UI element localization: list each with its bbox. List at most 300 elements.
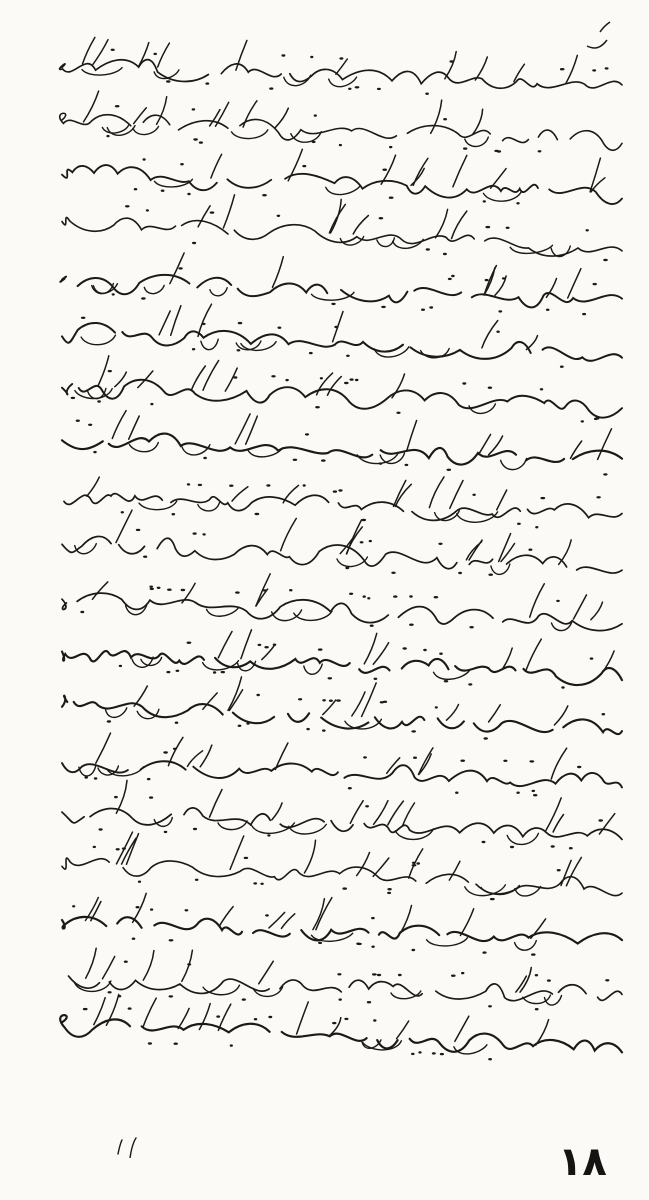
nuqta-dot [169, 995, 174, 997]
nuqta-dot [192, 242, 196, 244]
nuqta-dot [605, 979, 609, 981]
nuqta-dot [383, 701, 387, 703]
nuqta-dot [178, 267, 182, 269]
nuqta-dot [483, 200, 486, 202]
ascender-stroke [357, 853, 370, 876]
ascender-stroke [409, 849, 423, 878]
nuqta-dot [586, 229, 589, 231]
nuqta-dot [391, 572, 395, 574]
nuqta-dot [198, 484, 202, 486]
ascender-stroke [526, 336, 537, 350]
nuqta-dot [529, 760, 534, 762]
descender-swash [515, 941, 537, 951]
ascender-stroke [115, 372, 127, 387]
nuqta-dot [379, 462, 382, 464]
nuqta-dot [387, 892, 391, 894]
nuqta-dot [331, 303, 335, 305]
ascender-stroke [134, 686, 147, 706]
ascender-stroke [450, 481, 463, 509]
nuqta-dot [432, 1052, 436, 1054]
ascender-stroke [188, 751, 203, 767]
nuqta-dot [488, 1058, 492, 1060]
handwritten-line [62, 510, 622, 576]
nuqta-dot [329, 700, 333, 702]
ascender-stroke [168, 737, 183, 765]
ascender-stroke [317, 373, 333, 395]
nuqta-dot [370, 625, 374, 627]
nuqta-dot [396, 412, 400, 414]
nuqta-dot [560, 366, 564, 368]
ink-stroke [62, 380, 622, 418]
descender-swash [81, 335, 115, 345]
handwritten-line [62, 411, 622, 476]
ink-stroke [62, 217, 622, 256]
nuqta-dot [203, 457, 207, 459]
handwritten-line [62, 893, 622, 955]
nuqta-dot [389, 146, 392, 148]
nuqta-dot [192, 108, 196, 110]
nuqta-dot [535, 526, 538, 528]
ascender-stroke [103, 956, 115, 978]
ascender-stroke [455, 1016, 469, 1041]
nuqta-dot [350, 378, 354, 380]
nuqta-dot [339, 998, 342, 1000]
nuqta-dot [267, 834, 270, 836]
ascender-stroke [288, 149, 302, 181]
ink-stroke [62, 536, 622, 573]
nuqta-dot [256, 694, 260, 696]
nuqta-dot [429, 306, 433, 308]
nuqta-dot [403, 647, 407, 649]
ascender-stroke [419, 748, 433, 775]
nuqta-dot [411, 1053, 415, 1055]
ascender-stroke [211, 154, 222, 178]
ascender-stroke [225, 368, 237, 391]
ascender-stroke [241, 630, 252, 659]
ascender-stroke [273, 257, 284, 288]
nuqta-dot [318, 942, 322, 944]
descender-swash [340, 237, 363, 246]
nuqta-dot [581, 420, 584, 422]
nuqta-dot [488, 1005, 492, 1007]
nuqta-dot [373, 1019, 376, 1021]
nuqta-dot [510, 846, 514, 848]
nuqta-dot [413, 757, 417, 759]
nuqta-dot [306, 728, 309, 730]
ascender-stroke [469, 540, 482, 560]
nuqta-dot [405, 464, 409, 466]
nuqta-dot [556, 600, 560, 602]
descender-swash [218, 821, 247, 830]
nuqta-dot [310, 56, 313, 58]
nuqta-dot [462, 382, 466, 384]
ink-stroke [62, 696, 622, 735]
nuqta-dot [148, 1042, 152, 1044]
ink-stroke [62, 761, 622, 787]
nuqta-dot [254, 1018, 258, 1020]
nuqta-dot [546, 309, 550, 311]
nuqta-dot [339, 144, 342, 146]
nuqta-dot [195, 879, 199, 881]
ascender-stroke [353, 216, 368, 235]
ascender-stroke [96, 733, 111, 763]
nuqta-dot [393, 595, 397, 597]
nuqta-dot [363, 595, 366, 597]
ascender-stroke [259, 961, 274, 984]
nuqta-dot [83, 1008, 88, 1010]
ascender-stroke [388, 801, 404, 825]
ascender-stroke [323, 700, 336, 715]
ascender-stroke [220, 907, 234, 926]
nuqta-dot [278, 327, 282, 329]
ink-stroke [60, 60, 622, 89]
nuqta-dot [114, 796, 118, 798]
ascender-stroke [272, 803, 282, 820]
ascender-stroke [297, 1002, 309, 1034]
nuqta-dot [338, 489, 342, 491]
nuqta-dot [497, 150, 501, 152]
descender-swash [102, 125, 128, 133]
nuqta-dot [314, 114, 317, 116]
descender-swash [207, 607, 239, 616]
nuqta-dot [93, 846, 96, 848]
ascender-stroke [520, 968, 531, 993]
ascender-stroke [232, 487, 248, 501]
nuqta-dot [423, 649, 427, 651]
nuqta-dot [181, 589, 186, 591]
nuqta-dot [150, 403, 153, 405]
nuqta-dot [230, 1044, 233, 1046]
nuqta-dot [451, 975, 456, 977]
descender-swash [391, 991, 421, 999]
ink-stroke [64, 494, 622, 521]
ascender-stroke [449, 861, 460, 880]
nuqta-dot [448, 278, 452, 280]
nuqta-dot [147, 778, 151, 780]
nuqta-dot [560, 68, 565, 70]
nuqta-dot [460, 760, 465, 762]
nuqta-dot [136, 529, 141, 531]
nuqta-dot [334, 326, 338, 328]
nuqta-dot [260, 883, 263, 885]
descender-swash [201, 339, 218, 349]
ascender-stroke [129, 416, 140, 439]
nuqta-dot [412, 864, 417, 866]
descender-swash [144, 285, 164, 293]
nuqta-dot [93, 451, 96, 453]
nuqta-dot [482, 951, 486, 953]
nuqta-dot [149, 586, 153, 588]
nuqta-dot [332, 1022, 336, 1024]
nuqta-dot [438, 543, 442, 545]
nuqta-dot [535, 1008, 539, 1010]
ascender-stroke [158, 43, 170, 67]
nuqta-dot [138, 881, 141, 883]
ascender-stroke [566, 55, 578, 83]
nuqta-dot [349, 593, 353, 595]
nuqta-dot [418, 1051, 421, 1053]
manuscript-handwriting [22, 18, 632, 1158]
ascender-stroke [419, 754, 431, 775]
handwritten-line [60, 91, 622, 153]
nuqta-dot [128, 1007, 132, 1009]
nuqta-dot [187, 483, 190, 485]
descender-swash [311, 933, 352, 941]
nuqta-dot [150, 588, 154, 590]
ascender-stroke [192, 366, 206, 390]
nuqta-dot [590, 657, 594, 659]
nuqta-dot [136, 906, 140, 908]
ascender-stroke [553, 815, 563, 833]
handwritten-line [62, 630, 622, 689]
nuqta-dot [516, 792, 519, 794]
descender-swash [457, 512, 498, 522]
nuqta-dot [371, 946, 374, 948]
nuqta-dot [503, 760, 507, 762]
handwritten-line [62, 149, 622, 204]
nuqta-dot [345, 567, 349, 569]
ascender-stroke [413, 158, 428, 185]
ascender-stroke [373, 643, 388, 665]
nuqta-dot [443, 118, 447, 120]
ink-stroke [62, 165, 622, 204]
nuqta-dot [119, 665, 122, 667]
descender-swash [182, 445, 210, 455]
nuqta-dot [193, 138, 198, 140]
nuqta-dot [268, 1016, 272, 1018]
nuqta-dot [255, 513, 260, 515]
nuqta-dot [169, 939, 174, 941]
nuqta-dot [258, 644, 262, 646]
ascender-stroke [98, 356, 109, 386]
nuqta-dot [293, 459, 298, 461]
nuqta-dot [71, 397, 76, 399]
ascender-stroke [591, 602, 603, 620]
nuqta-dot [488, 574, 493, 576]
nuqta-dot [458, 572, 462, 574]
handwritten-line [62, 574, 622, 631]
nuqta-dot [176, 670, 180, 672]
handwritten-line [62, 780, 622, 849]
nuqta-dot [164, 831, 168, 833]
nuqta-dot [321, 459, 326, 461]
ascender-stroke [551, 748, 566, 779]
ascender-stroke [526, 639, 541, 670]
nuqta-dot [412, 862, 416, 864]
descender-swash [304, 664, 322, 674]
nuqta-dot [320, 377, 323, 379]
nuqta-dot [381, 306, 386, 308]
nuqta-dot [387, 888, 391, 890]
ascender-stroke [116, 510, 132, 542]
nuqta-dot [533, 794, 537, 796]
nuqta-dot [192, 348, 195, 350]
nuqta-dot [482, 841, 486, 843]
nuqta-dot [265, 914, 269, 916]
ascender-stroke [545, 798, 561, 832]
nuqta-dot [409, 595, 413, 597]
ascender-stroke [407, 421, 417, 452]
nuqta-dot [411, 949, 415, 951]
nuqta-dot [369, 540, 372, 542]
nuqta-dot [175, 722, 179, 724]
handwritten-line [62, 733, 622, 796]
nuqta-dot [367, 1001, 371, 1003]
nuqta-dot [339, 57, 343, 59]
nuqta-dot [355, 379, 359, 381]
descender-swash [82, 68, 122, 75]
nuqta-dot [540, 497, 545, 499]
nuqta-dot [132, 938, 136, 940]
ascender-stroke [559, 540, 572, 565]
nuqta-dot [598, 819, 603, 821]
ascender-stroke [92, 582, 107, 599]
descender-swash [253, 987, 282, 997]
descender-swash [129, 443, 158, 452]
nuqta-dot [221, 671, 225, 673]
nuqta-dot [134, 188, 138, 190]
nuqta-dot [253, 882, 257, 884]
nuqta-dot [112, 293, 115, 295]
nuqta-dot [80, 611, 84, 613]
nuqta-dot [344, 1018, 348, 1020]
descender-swash [251, 823, 294, 833]
nuqta-dot [582, 313, 586, 315]
handwritten-line [62, 832, 622, 900]
nuqta-dot [312, 141, 316, 143]
nuqta-dot [263, 589, 267, 591]
handwritten-line [60, 995, 622, 1061]
nuqta-dot [528, 549, 532, 551]
ascender-stroke [598, 429, 612, 460]
nuqta-dot [377, 88, 381, 90]
nuqta-dot [174, 1043, 178, 1045]
handwritten-line [62, 677, 622, 740]
ascender-stroke [364, 633, 376, 663]
ink-stroke [60, 275, 622, 308]
ascender-stroke [374, 801, 388, 825]
nuqta-dot [99, 828, 103, 830]
nuqta-dot [124, 961, 128, 963]
ink-stroke [62, 323, 622, 361]
ascender-stroke [373, 858, 389, 876]
nuqta-dot [187, 193, 190, 195]
ascender-stroke [482, 321, 498, 348]
nuqta-dot [348, 88, 351, 90]
descender-swash [491, 564, 510, 574]
nuqta-dot [409, 624, 414, 626]
ascender-stroke [203, 361, 219, 391]
ascender-stroke [531, 919, 546, 938]
ascender-stroke [452, 211, 467, 239]
nuqta-dot [595, 417, 600, 419]
descender-swash [377, 238, 395, 247]
ascender-stroke [159, 311, 170, 335]
nuqta-dot [121, 511, 124, 513]
ascender-stroke [143, 998, 156, 1027]
ascender-stroke [116, 780, 127, 813]
ascender-stroke [133, 893, 147, 922]
nuqta-dot [443, 253, 447, 255]
ink-stroke [69, 976, 623, 1001]
nuqta-dot [172, 513, 176, 515]
nuqta-dot [161, 190, 165, 192]
ascender-stroke [453, 155, 467, 186]
nuqta-dot [440, 1053, 444, 1055]
nuqta-dot [180, 163, 184, 165]
nuqta-dot [238, 322, 243, 324]
ascender-stroke [243, 101, 257, 127]
nuqta-dot [592, 69, 596, 71]
nuqta-dot [532, 790, 536, 792]
nuqta-dot [305, 433, 309, 435]
nuqta-dot [157, 587, 161, 589]
ascender-stroke [178, 1008, 189, 1028]
nuqta-dot [444, 680, 449, 682]
ink-stroke [62, 651, 622, 685]
ascender-stroke [561, 860, 571, 885]
ascender-stroke [281, 914, 294, 929]
nuqta-dot [328, 677, 333, 679]
ascender-stroke [497, 490, 507, 510]
nuqta-dot [355, 86, 360, 88]
nuqta-dot [315, 406, 320, 408]
nuqta-dot [229, 485, 233, 487]
ascender-stroke [350, 801, 363, 824]
nuqta-dot [84, 776, 88, 778]
nuqta-dot [561, 686, 564, 688]
nuqta-dot [455, 792, 458, 794]
ascender-stroke [403, 803, 415, 826]
nuqta-dot [569, 847, 573, 849]
nuqta-dot [540, 388, 543, 390]
ascender-stroke [275, 108, 289, 128]
nuqta-dot [150, 908, 153, 910]
handwritten-line [60, 253, 622, 315]
ink-stroke [62, 434, 622, 465]
descender-swash [232, 130, 268, 139]
nuqta-dot [81, 317, 86, 319]
nuqta-dot [379, 217, 384, 219]
nuqta-dot [264, 646, 268, 648]
nuqta-dot [125, 205, 130, 207]
nuqta-dot [115, 105, 120, 107]
nuqta-dot [506, 227, 510, 229]
ascender-stroke [198, 206, 210, 227]
descender-swash [133, 126, 159, 134]
nuqta-dot [484, 737, 488, 739]
ascender-stroke [397, 1021, 409, 1039]
ascender-stroke [554, 706, 567, 725]
nuqta-dot [382, 169, 387, 171]
nuqta-dot [273, 644, 277, 646]
nuqta-dot [603, 259, 608, 261]
nuqta-dot [322, 699, 326, 701]
ascender-stroke [182, 950, 193, 981]
descender-swash [210, 288, 227, 296]
nuqta-dot [516, 202, 519, 204]
ascender-stroke [475, 57, 487, 80]
descender-swash [501, 458, 527, 469]
nuqta-dot [535, 974, 538, 976]
nuqta-dot [281, 54, 285, 56]
handwritten-line [62, 356, 622, 423]
nuqta-dot [538, 150, 542, 152]
ascender-stroke [447, 705, 459, 721]
nuqta-dot [434, 596, 439, 598]
nuqta-dot [266, 484, 270, 486]
nuqta-dot [360, 541, 364, 543]
